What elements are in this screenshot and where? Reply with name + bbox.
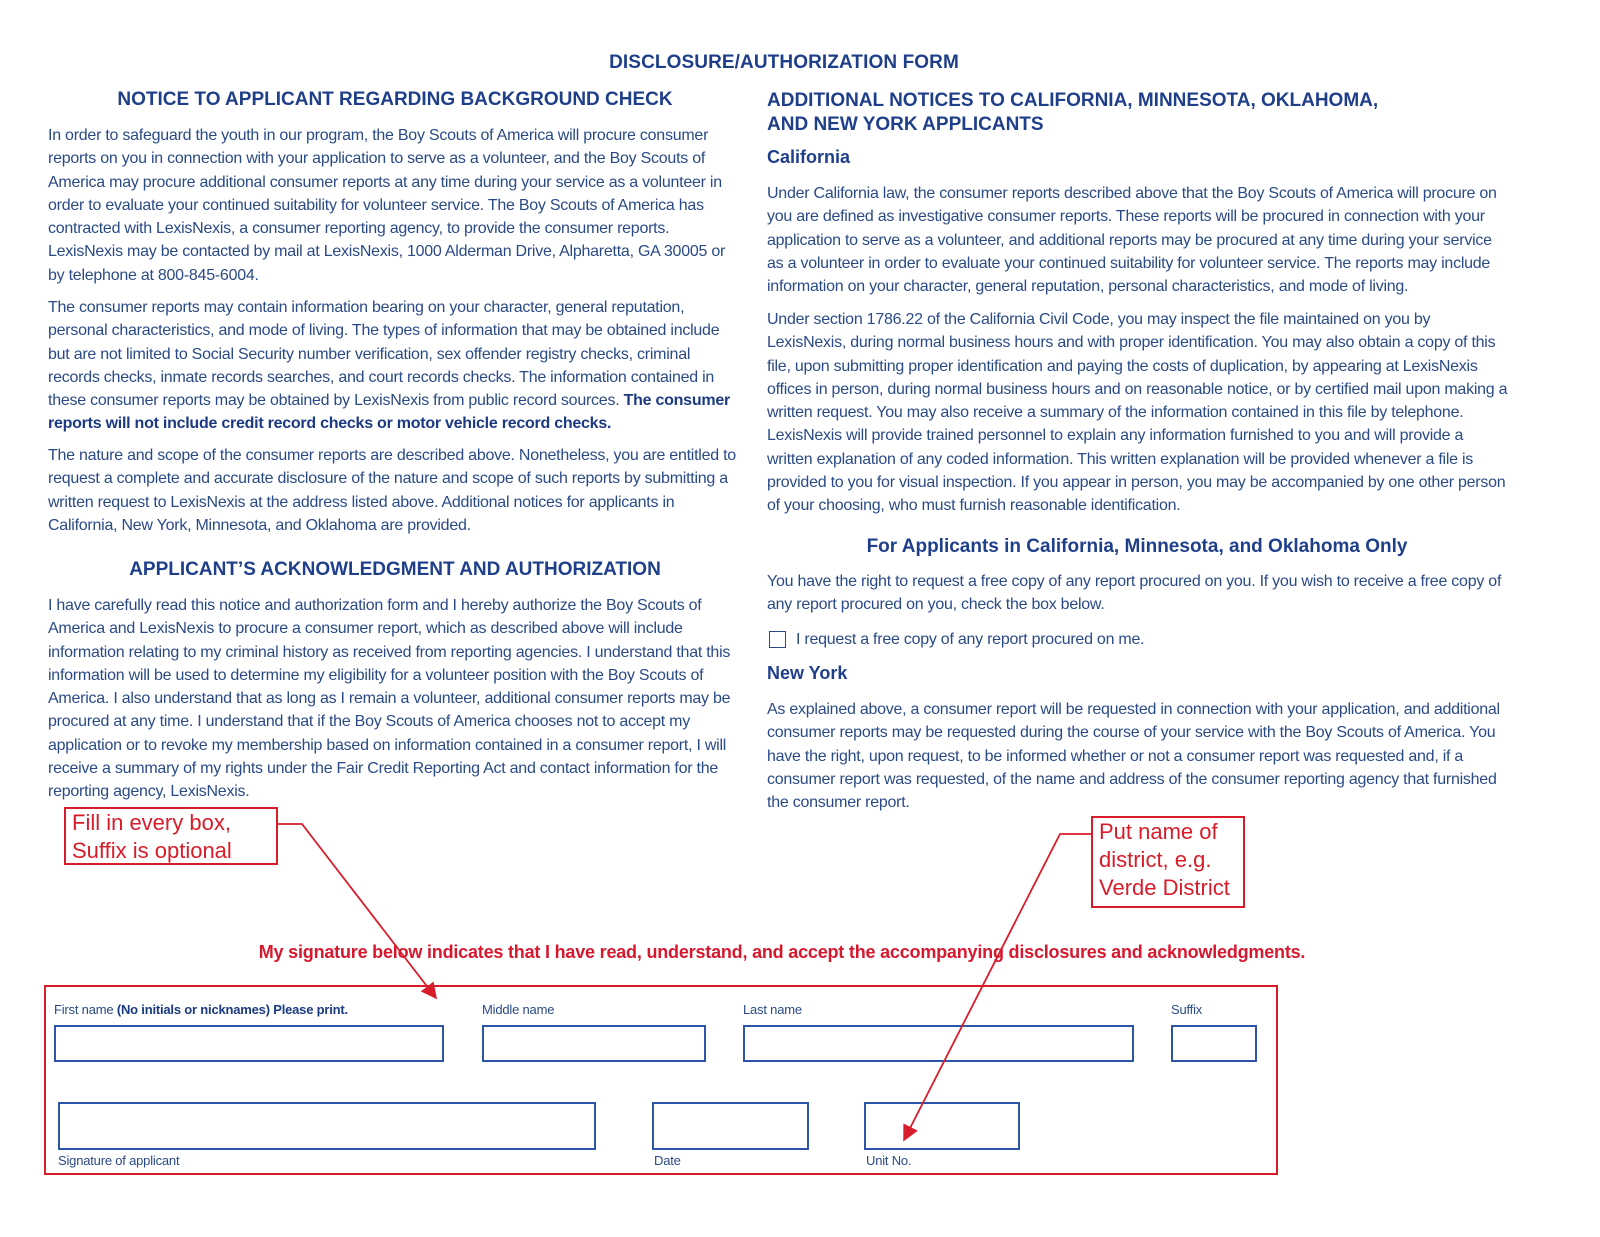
notice-heading: NOTICE TO APPLICANT REGARDING BACKGROUND CHECK — [117, 89, 673, 110]
california-subheading: California — [767, 147, 851, 167]
acknowledgment-paragraph: I have carefully read this notice and authorization form and I hereby authorize the Boy Scouts of America and LexisNexis to procure a consumer report, which as described above will include information relating to my criminal history as received from reporting agencies. I understand that this information will be used to determine my eligibility for a volunteer position with the Boy Scouts of America. I also understand that as long as I remain a volunteer, additional consumer reports may be procured at any time. I understand that if the Boy Scouts of America chooses not to accept my application or to revoke my membership based on information contained in a consumer report, I will receive a summary of my rights under the Fair Credit Reporting Act and contact information for the reporting agency, LexisNexis. — [48, 597, 731, 801]
additional-notices-heading-line2: AND NEW YORK APPLICANTS — [767, 114, 1044, 135]
new-york-paragraph: As explained above, a consumer report will be requested in connection with your application, and additional consumer reports may be requested during the course of your service with the Boy Scouts of America. You have the right, upon request, to be informed whether or not a consumer report was requested and, if a consumer report was requested, of the name and address of the consumer reporting agency that furnished the consumer report. — [767, 701, 1500, 812]
cmo-heading: For Applicants in California, Minnesota, and Oklahoma Only — [866, 536, 1408, 557]
cmo-paragraph: You have the right to request a free copy of any report procured on you. If you wish to receive a free copy of any report procured on you, check the box below. — [767, 573, 1502, 614]
callout-right-line1: Put name of — [1099, 819, 1218, 844]
unit-number-label: Unit No. — [866, 1153, 912, 1168]
notice-paragraph-3: The nature and scope of the consumer reports are described above. Nonetheless, you are entitled to request a complete and accurate disclosure of the nature and scope of such reports by submitting a written request to LexisNexis at the address listed above. Additional notices for applicants in California, New York, Minnesota, and Oklahoma are provided. — [48, 447, 736, 534]
first-name-note: (No initials or nicknames) Please print. — [116, 1002, 348, 1017]
notice-paragraph-2-text: The consumer reports may contain information bearing on your character, general reputation, personal characteristics, and mode of living. The types of information that may be obtained include but are not limited to Social Security number verification, sex offender registry checks, criminal records checks, inmate records searches, and court records checks. The information contained in these consumer reports may be obtained by LexisNexis from public record sources. — [48, 299, 720, 410]
callout-left-line1: Fill in every box, — [72, 810, 231, 835]
date-label: Date — [654, 1153, 681, 1168]
acknowledgment-heading: APPLICANT’S ACKNOWLEDGMENT AND AUTHORIZATION — [129, 559, 661, 580]
callout-right-line3: Verde District — [1099, 875, 1230, 900]
additional-notices-heading-line1: ADDITIONAL NOTICES TO CALIFORNIA, MINNESOTA, OKLAHOMA, — [767, 90, 1379, 111]
california-paragraph-2: Under section 1786.22 of the California Civil Code, you may inspect the file maintained on you by LexisNexis, during normal business hours and with proper identification. You may also obtain a copy of this file, upon submitting proper identification and paying the costs of duplication, by appearing at LexisNexis offices in person, during normal business hours and on reasonable notice, or by certified mail upon making a written request. You may also receive a summary of the information contained in this file by telephone. LexisNexis will provide trained personnel to explain any information furnished to you and will provide a written explanation of any coded information. This written explanation will be provided whenever a file is provided to you for visual inspection. If you appear in person, you may be accompanied by one other person of your choosing, who must furnish reasonable identification. — [767, 311, 1508, 515]
new-york-subheading: New York — [767, 663, 848, 683]
arrow-to-unit-number — [904, 834, 1091, 1140]
last-name-label: Last name — [743, 1002, 802, 1017]
free-copy-checkbox-label: I request a free copy of any report procured on me. — [796, 631, 1145, 648]
suffix-label: Suffix — [1171, 1002, 1203, 1017]
notice-paragraph-2-bold: The consumer reports will not include credit record checks or motor vehicle record checks. — [48, 392, 730, 433]
arrow-to-first-name — [278, 824, 436, 998]
callout-left-line2: Suffix is optional — [72, 838, 232, 863]
signature-statement: My signature below indicates that I have read, understand, and accept the accompanying disclosures and acknowledgments. — [258, 942, 1306, 962]
page-title: DISCLOSURE/AUTHORIZATION FORM — [609, 52, 959, 73]
middle-name-label: Middle name — [482, 1002, 555, 1017]
callout-right-line2: district, e.g. — [1099, 847, 1212, 872]
signature-label: Signature of applicant — [58, 1153, 180, 1168]
notice-paragraph-1: In order to safeguard the youth in our program, the Boy Scouts of America will procure consumer reports on you in connection with your application to serve as a volunteer, and the Boy Scouts of America may procure additional consumer reports at any time during your service as a volunteer in order to evaluate your continued suitability for volunteer service. The Boy Scouts of America has contracted with LexisNexis, a consumer reporting agency, to provide the consumer reports. LexisNexis may be contacted by mail at LexisNexis, 1000 Alderman Drive, Alpharetta, GA 30005 or by telephone at 800-845-6004. — [48, 127, 726, 284]
first-name-label-text: First name — [54, 1002, 114, 1017]
california-paragraph-1: Under California law, the consumer reports described above that the Boy Scouts of America will procure on you are defined as investigative consumer reports. These reports will be procured in connection with your application to serve as a volunteer, and additional reports may be procured at any time during your service as a volunteer in order to evaluate your continued suitability for volunteer service. The reports may include information on your character, general reputation, personal characteristics, and mode of living. — [767, 185, 1497, 296]
